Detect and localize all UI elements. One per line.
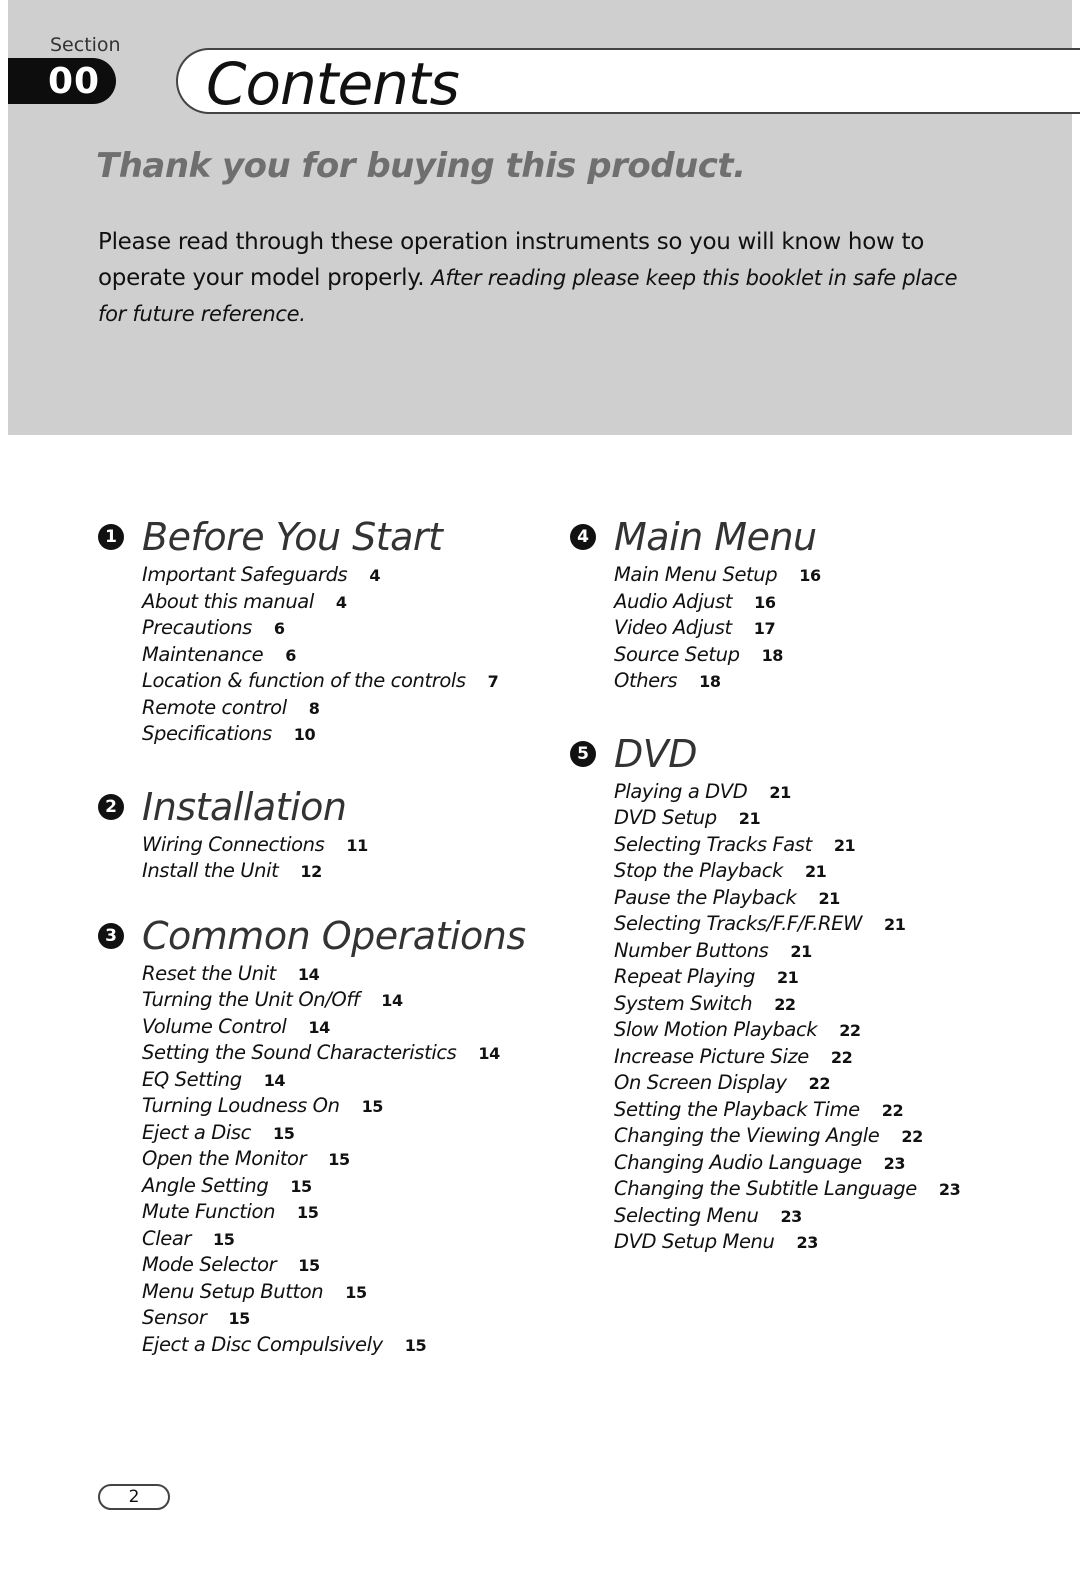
- toc-entry[interactable]: Slow Motion Playback 22: [614, 1018, 861, 1041]
- toc-entry[interactable]: Changing Audio Language 23: [614, 1150, 906, 1174]
- toc-entry[interactable]: Eject a Disc 15: [142, 1120, 295, 1144]
- toc-entry[interactable]: Main Menu Setup 16: [614, 563, 821, 586]
- toc-entry[interactable]: DVD Setup Menu 23: [614, 1230, 818, 1253]
- toc-entry[interactable]: Selecting Menu 23: [614, 1203, 802, 1227]
- toc-entry[interactable]: Sensor 15: [142, 1306, 250, 1329]
- toc-entry[interactable]: Turning the Unit On/Off 14: [142, 988, 403, 1011]
- section-title-4: Main Menu: [614, 515, 817, 559]
- intro-lead-text: Please read through these operation instruments so you will know how to operate your model properly.: [98, 229, 924, 291]
- toc-entry[interactable]: Others 18: [614, 669, 721, 692]
- section-badge-4: 4: [570, 524, 596, 550]
- toc-entry[interactable]: Eject a Disc Compulsively 15: [142, 1332, 427, 1356]
- toc-entry[interactable]: Selecting Tracks/F.F/F.REW 21: [614, 912, 906, 935]
- section-items-2: [98, 832, 526, 885]
- section-badge-2: 2: [98, 794, 124, 820]
- page-number: 2: [98, 1484, 170, 1510]
- toc-entry[interactable]: Specifications 10: [142, 722, 316, 745]
- thank-you-heading: Thank you for buying this product.: [96, 146, 746, 186]
- section-items-5: [570, 779, 960, 1256]
- toc-entry[interactable]: Angle Setting 15: [142, 1173, 312, 1197]
- toc-entry[interactable]: Maintenance 6: [142, 642, 296, 666]
- toc-entry[interactable]: DVD Setup 21: [614, 806, 761, 829]
- toc-entry[interactable]: Setting the Playback Time 22: [614, 1097, 904, 1121]
- toc-entry[interactable]: Playing a DVD 21: [614, 779, 791, 803]
- intro-paragraph: [98, 224, 958, 332]
- toc-section-3: [98, 911, 526, 1359]
- section-number-badge: 00: [8, 58, 116, 104]
- toc-entry[interactable]: Turning Loudness On 15: [142, 1094, 384, 1117]
- toc-entry[interactable]: About this manual 4: [142, 589, 347, 613]
- toc-section-1: [98, 512, 526, 748]
- toc-entry[interactable]: Mute Function 15: [142, 1200, 319, 1223]
- toc-entry[interactable]: System Switch 22: [614, 991, 796, 1015]
- toc-entry[interactable]: Selecting Tracks Fast 21: [614, 832, 856, 856]
- toc-entry[interactable]: Location & function of the controls 7: [142, 669, 499, 692]
- toc-entry[interactable]: Open the Monitor 15: [142, 1147, 350, 1170]
- section-title-2: Installation: [142, 784, 347, 829]
- section-title-5: DVD: [614, 731, 698, 776]
- toc-entry[interactable]: Number Buttons 21: [614, 938, 812, 962]
- section-label: Section: [50, 34, 121, 56]
- toc-entry[interactable]: Audio Adjust 16: [614, 589, 776, 613]
- section-items-1: [98, 562, 526, 748]
- toc-section-4: [570, 512, 960, 695]
- toc-entry[interactable]: Precautions 6: [142, 616, 285, 639]
- toc-entry[interactable]: Setting the Sound Characteristics 14: [142, 1041, 500, 1064]
- section-badge-5: 5: [570, 741, 596, 767]
- toc-entry[interactable]: Reset the Unit 14: [142, 961, 320, 985]
- toc-entry[interactable]: Video Adjust 17: [614, 616, 776, 639]
- toc-right-column: [570, 512, 960, 1256]
- intro-note-text: After reading please keep this booklet in safe place for future reference.: [98, 266, 958, 326]
- toc-entry[interactable]: Wiring Connections 11: [142, 832, 368, 856]
- toc-entry[interactable]: Source Setup 18: [614, 642, 784, 666]
- toc-entry[interactable]: Stop the Playback 21: [614, 859, 827, 882]
- section-badge-3: 3: [98, 923, 124, 949]
- toc-entry[interactable]: Clear 15: [142, 1226, 235, 1250]
- toc-entry[interactable]: Mode Selector 15: [142, 1253, 320, 1276]
- toc-section-2: [98, 782, 526, 885]
- toc-entry[interactable]: On Screen Display 22: [614, 1071, 831, 1094]
- toc-entry[interactable]: Menu Setup Button 15: [142, 1279, 367, 1303]
- toc-entry[interactable]: Pause the Playback 21: [614, 885, 840, 909]
- toc-entry[interactable]: Important Safeguards 4: [142, 563, 381, 586]
- toc-entry[interactable]: Remote control 8: [142, 695, 320, 719]
- toc-entry[interactable]: Install the Unit 12: [142, 859, 322, 882]
- section-title-1: Before You Start: [142, 515, 443, 559]
- toc-left-column: [98, 512, 526, 1358]
- section-items-4: [570, 562, 960, 695]
- section-badge-1: 1: [98, 524, 124, 550]
- section-title-3: Common Operations: [142, 913, 526, 958]
- toc-entry[interactable]: Increase Picture Size 22: [614, 1044, 853, 1068]
- toc-entry[interactable]: Volume Control 14: [142, 1014, 330, 1038]
- toc-entry[interactable]: EQ Setting 14: [142, 1067, 286, 1091]
- page-title: Contents: [206, 50, 459, 118]
- toc-entry[interactable]: Changing the Viewing Angle 22: [614, 1124, 923, 1147]
- toc-entry[interactable]: Changing the Subtitle Language 23: [614, 1177, 961, 1200]
- toc-entry[interactable]: Repeat Playing 21: [614, 965, 799, 988]
- toc-section-5: [570, 729, 960, 1256]
- section-items-3: [98, 961, 526, 1359]
